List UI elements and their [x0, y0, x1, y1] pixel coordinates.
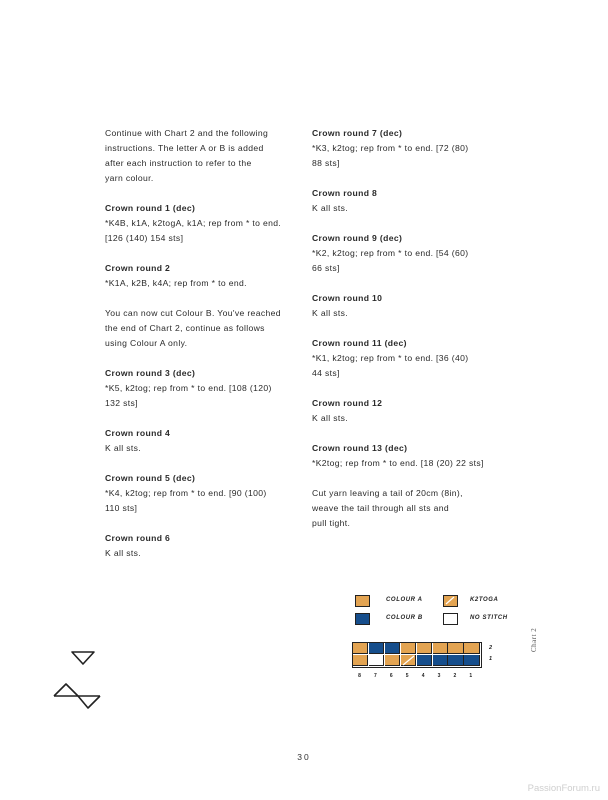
column-label: 7 [374, 673, 377, 679]
chart-cell [433, 643, 448, 654]
instruction-line: 88 sts] [312, 158, 340, 168]
chart-2-grid [352, 642, 493, 679]
instruction-line: 44 sts] [312, 368, 340, 378]
instruction-line: [126 (140) 154 sts] [105, 233, 184, 243]
instruction-line: K all sts. [105, 443, 141, 453]
round-heading: Crown round 7 (dec) [312, 128, 403, 138]
instruction-line: K all sts. [312, 308, 348, 318]
column-label: 8 [358, 673, 361, 679]
chart-legend [355, 595, 525, 631]
row-label-2: 2 [489, 645, 493, 651]
chart-cell [417, 643, 432, 654]
instruction-line: *K1A, k2B, k4A; rep from * to end. [105, 278, 247, 288]
column-label: 3 [437, 673, 441, 679]
instruction-line: after each instruction to refer to the [105, 158, 252, 168]
chart-cell [464, 655, 479, 666]
instruction-line: instructions. The letter A or B is added [105, 143, 264, 153]
chart-cell-k2toga [401, 655, 416, 666]
page-number: 30 [297, 752, 311, 762]
column-label: 1 [469, 673, 473, 679]
chart-cell [401, 643, 416, 654]
instruction-block [312, 336, 512, 381]
instruction-line: Continue with Chart 2 and the following [105, 128, 269, 138]
round-heading: Crown round 9 (dec) [312, 233, 403, 243]
instruction-block [105, 366, 300, 411]
round-heading: Crown round 4 [105, 428, 171, 438]
instruction-line: 110 sts] [105, 503, 138, 513]
instruction-block [105, 201, 300, 246]
column-label: 2 [453, 673, 457, 679]
row-label-1: 1 [489, 656, 493, 662]
k2toga-swatch [443, 595, 458, 607]
instruction-block [312, 231, 512, 276]
instruction-line: the end of Chart 2, continue as follows [105, 323, 265, 333]
chart-cell [448, 655, 463, 666]
column-label: 5 [405, 673, 409, 679]
instruction-block [105, 531, 300, 561]
left-column [105, 126, 300, 576]
instruction-line: weave the tail through all sts and [312, 503, 450, 513]
round-heading: Crown round 5 (dec) [105, 473, 196, 483]
instruction-block [312, 441, 512, 471]
instruction-block [105, 261, 300, 291]
instruction-block [105, 126, 300, 186]
instruction-line: *K5, k2tog; rep from * to end. [108 (120) [105, 383, 272, 393]
instruction-line: 66 sts] [312, 263, 340, 273]
chart-cell [353, 643, 368, 654]
slash-icon [444, 596, 456, 605]
chart-cell [369, 643, 384, 654]
instruction-line: *K4, k2tog; rep from * to end. [90 (100) [105, 488, 267, 498]
right-column [312, 126, 512, 546]
instruction-block [312, 396, 512, 426]
instruction-line: Cut yarn leaving a tail of 20cm (8in), [312, 488, 463, 498]
chart-title: Chart 2 [530, 627, 538, 652]
instruction-block [312, 186, 512, 216]
instruction-line: *K1, k2tog; rep from * to end. [36 (40) [312, 353, 469, 363]
triangle-icon [70, 650, 96, 666]
chart-cell [464, 643, 479, 654]
chart-cell [385, 655, 400, 666]
instruction-line: pull tight. [312, 518, 351, 528]
instruction-line: *K2tog; rep from * to end. [18 (20) 22 sts] [312, 458, 484, 468]
instruction-block [312, 126, 512, 171]
instruction-line: yarn colour. [105, 173, 154, 183]
colour-a-label: COLOUR A [386, 597, 423, 603]
round-heading: Crown round 6 [105, 533, 171, 543]
instruction-line: *K2, k2tog; rep from * to end. [54 (60) [312, 248, 469, 258]
no-stitch-label: NO STITCH [470, 615, 508, 621]
instruction-block [312, 486, 512, 531]
round-heading: Crown round 13 (dec) [312, 443, 408, 453]
round-heading: Crown round 1 (dec) [105, 203, 196, 213]
instruction-block [105, 471, 300, 516]
round-heading: Crown round 2 [105, 263, 171, 273]
watermark: PassionForum.ru [527, 783, 600, 794]
instruction-line: You can now cut Colour B. You've reached [105, 308, 281, 318]
chart-cell [433, 655, 448, 666]
no-stitch-swatch [443, 613, 458, 625]
instruction-block [312, 291, 512, 321]
chart-cell [448, 643, 463, 654]
round-heading: Crown round 3 (dec) [105, 368, 196, 378]
instruction-block [105, 306, 300, 351]
chart-cell [417, 655, 432, 666]
colour-b-label: COLOUR B [386, 615, 423, 621]
bowtie-zigzag-icon [52, 682, 102, 712]
instruction-line: K all sts. [105, 548, 141, 558]
chart-cell [353, 655, 368, 666]
column-label: 6 [389, 673, 393, 679]
round-heading: Crown round 8 [312, 188, 378, 198]
k2toga-label: K2TOGA [470, 597, 499, 603]
colour-a-swatch [355, 595, 370, 607]
chart-cell [369, 655, 384, 666]
colour-b-swatch [355, 613, 370, 625]
round-heading: Crown round 11 (dec) [312, 338, 407, 348]
instruction-line: 132 sts] [105, 398, 138, 408]
chart-cell [385, 643, 400, 654]
round-heading: Crown round 10 [312, 293, 383, 303]
instruction-line: *K3, k2tog; rep from * to end. [72 (80) [312, 143, 469, 153]
instruction-line: using Colour A only. [105, 338, 188, 348]
round-heading: Crown round 12 [312, 398, 383, 408]
instruction-block [105, 426, 300, 456]
column-label: 4 [421, 673, 425, 679]
chart-cells [352, 642, 482, 668]
instruction-line: K all sts. [312, 413, 348, 423]
instruction-line: *K4B, k1A, k2togA, k1A; rep from * to end. [105, 218, 282, 228]
instruction-line: K all sts. [312, 203, 348, 213]
